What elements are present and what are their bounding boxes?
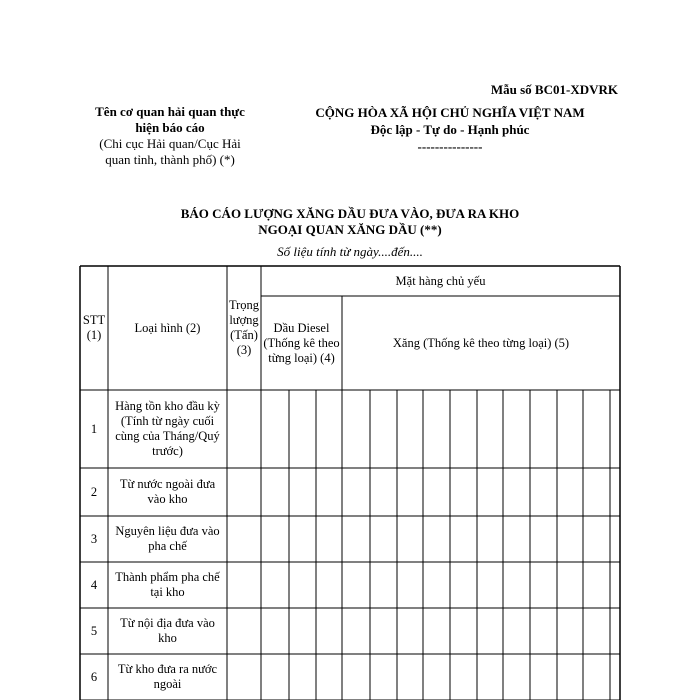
header-stt: STT (1) (82, 313, 106, 342)
national-name: CỘNG HÒA XÃ HỘI CHỦ NGHĨA VIỆT NAM (315, 105, 585, 120)
agency-note-line2: quan tỉnh, thành phố) (*) (105, 152, 235, 167)
row-stt: 4 (90, 577, 98, 592)
row-stt: 5 (90, 623, 98, 638)
agency-note-line1: (Chi cục Hải quan/Cục Hải (99, 136, 241, 151)
header-main-goods: Mặt hàng chủ yếu (395, 273, 486, 288)
national-divider: --------------- (417, 139, 483, 154)
row-stt: 2 (90, 484, 98, 499)
row-type: Nguyên liệu đưa vào pha chế (115, 524, 220, 553)
row-type: Từ nội địa đưa vào kho (120, 616, 215, 645)
agency-title-line2: hiện báo cáo (135, 120, 205, 135)
national-motto: Độc lập - Tự do - Hạnh phúc (370, 122, 530, 137)
row-type: Thành phẩm pha chế tại kho (115, 570, 220, 599)
row-type: Từ nước ngoài đưa vào kho (119, 477, 216, 506)
row-type: Từ kho đưa ra nước ngoài (117, 662, 218, 691)
row-stt: 1 (90, 421, 98, 436)
row-stt: 3 (90, 531, 98, 546)
form-number: Mẫu số BC01-XDVRK (490, 82, 618, 97)
header-diesel: Dầu Diesel (Thống kê theo từng loại) (4) (263, 320, 340, 365)
header-weight: Trọng lượng (Tấn) (3) (228, 298, 260, 357)
header-gasoline: Xăng (Thống kê theo từng loại) (5) (392, 335, 570, 350)
report-title-line1: BÁO CÁO LƯỢNG XĂNG DẦU ĐƯA VÀO, ĐƯA RA KHO (180, 206, 520, 221)
report-title-line2: NGOẠI QUAN XĂNG DẦU (**) (258, 222, 442, 237)
row-stt: 6 (90, 669, 98, 684)
row-type: Hàng tồn kho đầu kỳ (Tính từ ngày cuối cùng của Tháng/Quý trước) (115, 399, 220, 458)
report-period: Số liệu tính từ ngày....đến.... (277, 244, 423, 259)
header-type: Loại hình (2) (134, 320, 201, 335)
agency-title-line1: Tên cơ quan hải quan thực (95, 104, 245, 119)
